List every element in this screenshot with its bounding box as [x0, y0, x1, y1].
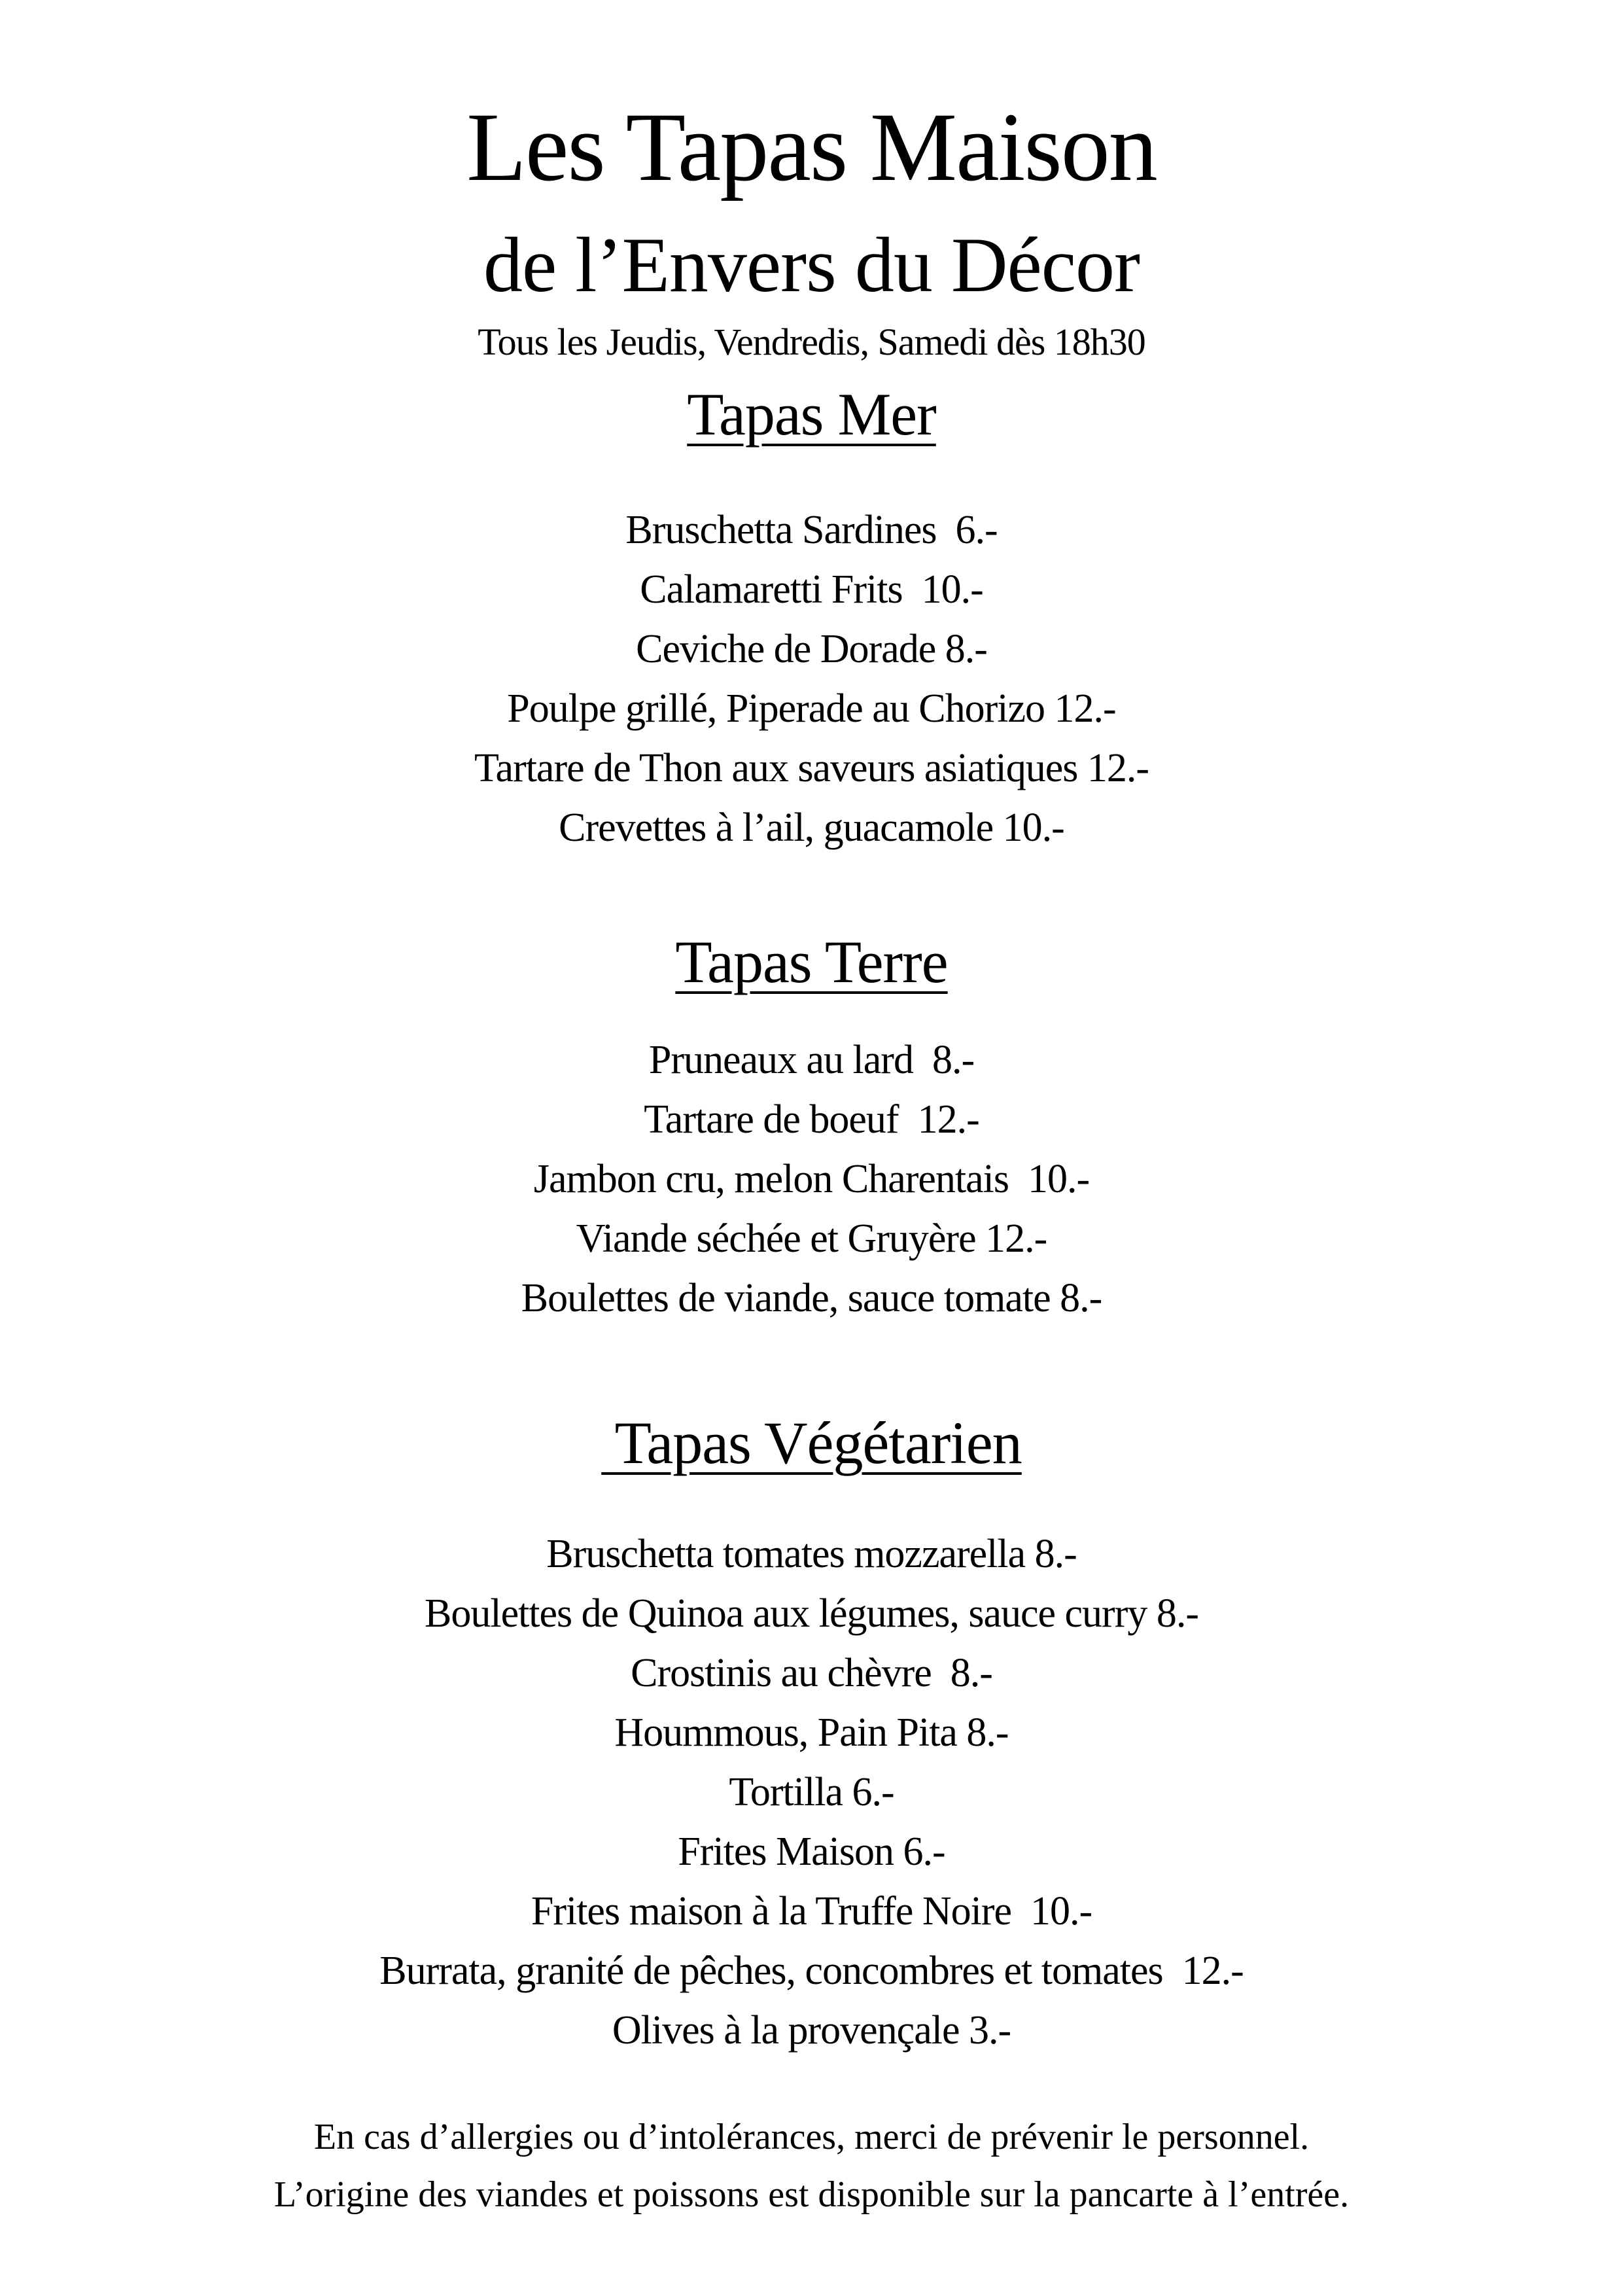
menu-item: Bruschetta tomates mozzarella 8.- [546, 1532, 1077, 1576]
menu-item: Jambon cru, melon Charentais 10.- [533, 1157, 1090, 1201]
section-items-terre [0, 1031, 1623, 1328]
menu-item: Olives à la provençale 3.- [612, 2008, 1011, 2053]
section-heading-mer: Tapas Mer [687, 381, 936, 448]
menu-item: Viande séchée et Gruyère 12.- [576, 1216, 1047, 1261]
menu-item: Tartare de Thon aux saveurs asiatiques 12.- [474, 746, 1149, 790]
section-items-vegetarien [0, 1525, 1623, 2060]
menu-item: Boulettes de viande, sauce tomate 8.- [521, 1276, 1102, 1320]
opening-schedule: Tous les Jeudis, Vendredis, Samedi dès 18h30 [478, 321, 1145, 363]
menu-item: Poulpe grillé, Piperade au Chorizo 12.- [507, 686, 1116, 731]
menu-item: Frites maison à la Truffe Noire 10.- [531, 1889, 1092, 1934]
menu-title: Les Tapas Maison [466, 93, 1157, 202]
section-items-mer [0, 501, 1623, 858]
section-heading-vegetarien: Tapas Végétarien [601, 1409, 1022, 1476]
menu-item: Calamaretti Frits 10.- [640, 567, 983, 612]
menu-item: Tartare de boeuf 12.- [644, 1097, 979, 1142]
origin-notice-line: L’origine des viandes et poissons est disponible sur la pancarte à l’entrée. [273, 2174, 1350, 2215]
menu-item: Crevettes à l’ail, guacamole 10.- [559, 805, 1064, 850]
menu-item: Crostinis au chèvre 8.- [631, 1651, 992, 1695]
menu-item: Burrata, granité de pêches, concombres et tomates 12.- [379, 1949, 1244, 1993]
menu-item: Frites Maison 6.- [678, 1829, 945, 1874]
menu-item: Pruneaux au lard 8.- [648, 1038, 975, 1082]
menu-item: Tortilla 6.- [729, 1770, 894, 1814]
allergy-notice [0, 2108, 1623, 2223]
menu-item: Hoummous, Pain Pita 8.- [614, 1710, 1009, 1755]
menu-subtitle: de l’Envers du Décor [483, 221, 1140, 308]
menu-item: Bruschetta Sardines 6.- [625, 508, 998, 552]
menu-item: Ceviche de Dorade 8.- [636, 627, 987, 671]
menu-item: Boulettes de Quinoa aux légumes, sauce curry 8.- [424, 1591, 1198, 1636]
section-heading-terre: Tapas Terre [675, 928, 948, 995]
allergy-notice-line: En cas d’allergies ou d’intolérances, merci de prévenir le personnel. [313, 2117, 1310, 2157]
